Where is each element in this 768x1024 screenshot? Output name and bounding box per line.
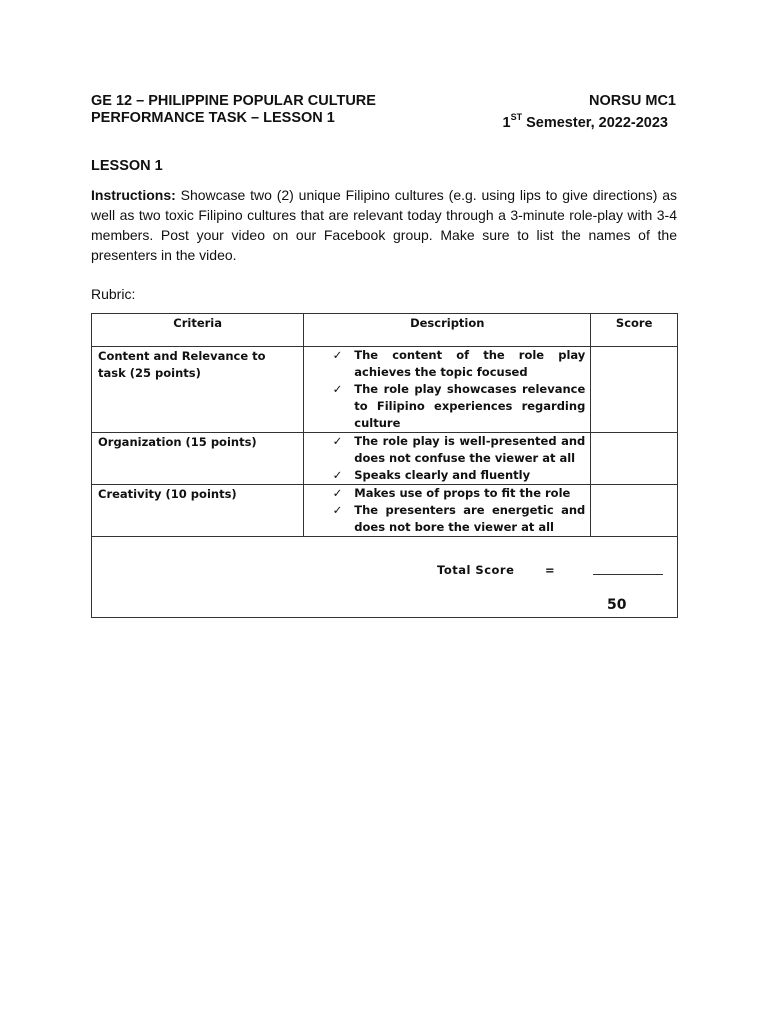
description-cell [304, 485, 591, 537]
rubric-row [92, 485, 678, 537]
total-max-score: 50 [607, 597, 627, 613]
equals-sign: = [545, 563, 555, 577]
instructions-label: Instructions: [91, 187, 176, 203]
course-title: GE 12 – PHILIPPINE POPULAR CULTURE [91, 93, 376, 109]
score-header: Score [591, 314, 678, 347]
description-text: Speaks clearly and fluently [354, 468, 531, 482]
description-item [304, 433, 585, 467]
total-row [92, 537, 678, 618]
rubric-row [92, 433, 678, 485]
semester-superscript: ST [510, 112, 523, 122]
rubric-table [91, 313, 678, 618]
description-text: The role play showcases relevance to Filipino experiences regarding culture [354, 382, 586, 430]
checkmark-icon: ✓ [332, 348, 343, 362]
criteria-cell: Content and Relevance to task (25 points) [92, 347, 304, 433]
description-item [304, 467, 585, 484]
description-item [304, 347, 585, 381]
score-cell[interactable] [591, 433, 678, 485]
checkmark-icon: ✓ [332, 382, 343, 396]
criteria-cell: Creativity (10 points) [92, 485, 304, 537]
score-cell[interactable] [591, 485, 678, 537]
rubric-label: Rubric: [91, 286, 136, 302]
total-cell [92, 537, 678, 618]
checkmark-icon: ✓ [332, 434, 343, 448]
description-text: Makes use of props to fit the role [354, 486, 571, 500]
task-title: PERFORMANCE TASK – LESSON 1 [91, 110, 335, 126]
description-text: The presenters are energetic and does not bore the viewer at all [354, 503, 586, 534]
criteria-cell: Organization (15 points) [92, 433, 304, 485]
semester-rest: Semester, 2022-2023 [522, 114, 668, 131]
description-item [304, 485, 585, 502]
checkmark-icon: ✓ [332, 468, 343, 482]
description-item [304, 502, 585, 536]
institution: NORSU MC1 [588, 93, 676, 109]
total-score-label: Total Score [437, 563, 515, 577]
score-cell[interactable] [591, 347, 678, 433]
rubric-header-row [92, 314, 678, 347]
instructions-text: Showcase two (2) unique Filipino cultures (e.g. using lips to give directions) as well as two toxic Filipino cultures that are relevant today through a 3-minute role-play with 3-4 members. Post your video on our Facebook group. Make sure to list the names of the presenters in the video. [91, 187, 677, 263]
lesson-heading: LESSON 1 [91, 158, 163, 174]
checkmark-icon: ✓ [332, 503, 343, 517]
description-text: The role play is well-presented and does not confuse the viewer at all [354, 434, 586, 465]
rubric-row [92, 347, 678, 433]
semester-ordinal: 1 [502, 114, 511, 131]
description-text: The content of the role play achieves the topic focused [354, 348, 586, 379]
description-header: Description [304, 314, 591, 347]
header-row-1 [91, 93, 676, 110]
criteria-header: Criteria [92, 314, 304, 347]
header-row-2 [91, 110, 676, 132]
description-cell [304, 433, 591, 485]
checkmark-icon: ✓ [332, 486, 343, 500]
semester [502, 110, 676, 132]
description-item [304, 381, 585, 432]
instructions [91, 185, 677, 265]
total-score-blank[interactable] [593, 560, 663, 575]
description-cell [304, 347, 591, 433]
document-header [91, 93, 676, 132]
